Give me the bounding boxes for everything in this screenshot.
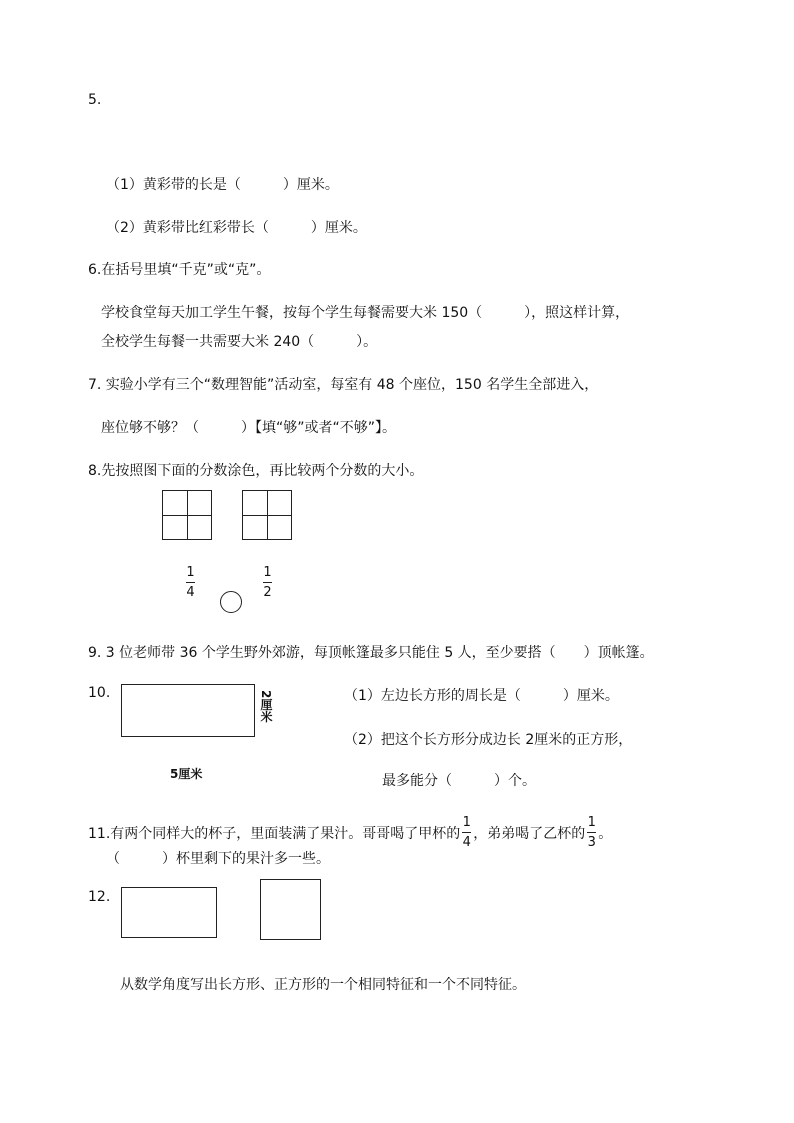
q7-line2: 座位够不够？（ ）【填“够”或者“不够”】。 [101,420,397,436]
fraction-bar [263,582,272,583]
q12-prompt: 从数学角度写出长方形、正方形的一个相同特征和一个不同特征。 [120,977,526,993]
q6-prompt: 6.在括号里填“千克”或“克”。 [88,262,271,278]
fraction-denominator: 2 [263,585,272,600]
fraction-numerator: 1 [587,815,596,830]
q5-number: 5. [88,92,102,108]
rect-width-label: 5厘米 [170,767,203,781]
q7-line1: 7. 实验小学有三个“数理智能”活动室，每室有 48 个座位，150 名学生全部进入， [88,377,599,393]
q6-line1: 学校食堂每天加工学生午餐，按每个学生每餐需要大米 150（ ），照这样计算， [101,305,630,321]
fraction-numerator: 1 [462,815,471,830]
fraction-bar [462,832,471,833]
fraction-denominator: 3 [587,835,596,850]
rectangle-shape [121,887,217,938]
quarter-grid-a [162,490,212,540]
q11-line2: （ ）杯里剩下的果汁多一些。 [106,851,330,867]
quarter-grid-b [242,490,292,540]
q12-number: 12. [88,889,111,905]
q11-text-b: ，弟弟喝了乙杯的 [473,825,586,842]
q8-prompt: 8.先按照图下面的分数涂色，再比较两个分数的大小。 [88,463,424,479]
rectangle-5x2 [121,684,255,737]
q10-number: 10. [88,685,111,701]
fraction-denominator: 4 [186,585,195,600]
fraction-numerator: 1 [263,565,272,580]
fraction-numerator: 1 [186,565,195,580]
fraction-one-quarter [186,565,195,600]
fraction-bar [587,832,596,833]
q6-line2: 全校学生每餐一共需要大米 240（ ）。 [101,334,378,350]
rect-height-label: 2厘米 [259,690,273,723]
q10-sub2: （2）把这个长方形分成边长 2厘米的正方形， [344,732,633,748]
fraction-denominator: 4 [462,835,471,850]
square-shape [260,879,321,940]
q11-text-a: 11.有两个同样大的杯子，里面装满了果汁。哥哥喝了甲杯的 [88,825,461,842]
q11-line1 [88,815,612,850]
fraction-one-third [587,815,596,850]
fraction-bar [186,582,195,583]
q10-sub1: （1）左边长方形的周长是（ ）厘米。 [344,688,619,704]
q5-sub2: （2）黄彩带比红彩带长（ ）厘米。 [106,220,367,236]
q10-sub2-continued: 最多能分（ ）个。 [382,773,536,789]
fraction-one-half [263,565,272,600]
fraction-one-quarter [462,815,471,850]
compare-circle[interactable] [220,591,242,613]
q11-text-c: 。 [598,825,613,842]
q5-sub1: （1）黄彩带的长是（ ）厘米。 [106,177,339,193]
q9-text: 9. 3 位老师带 36 个学生野外郊游，每顶帐篷最多只能住 5 人，至少要搭（ ）顶帐篷。 [88,645,654,661]
